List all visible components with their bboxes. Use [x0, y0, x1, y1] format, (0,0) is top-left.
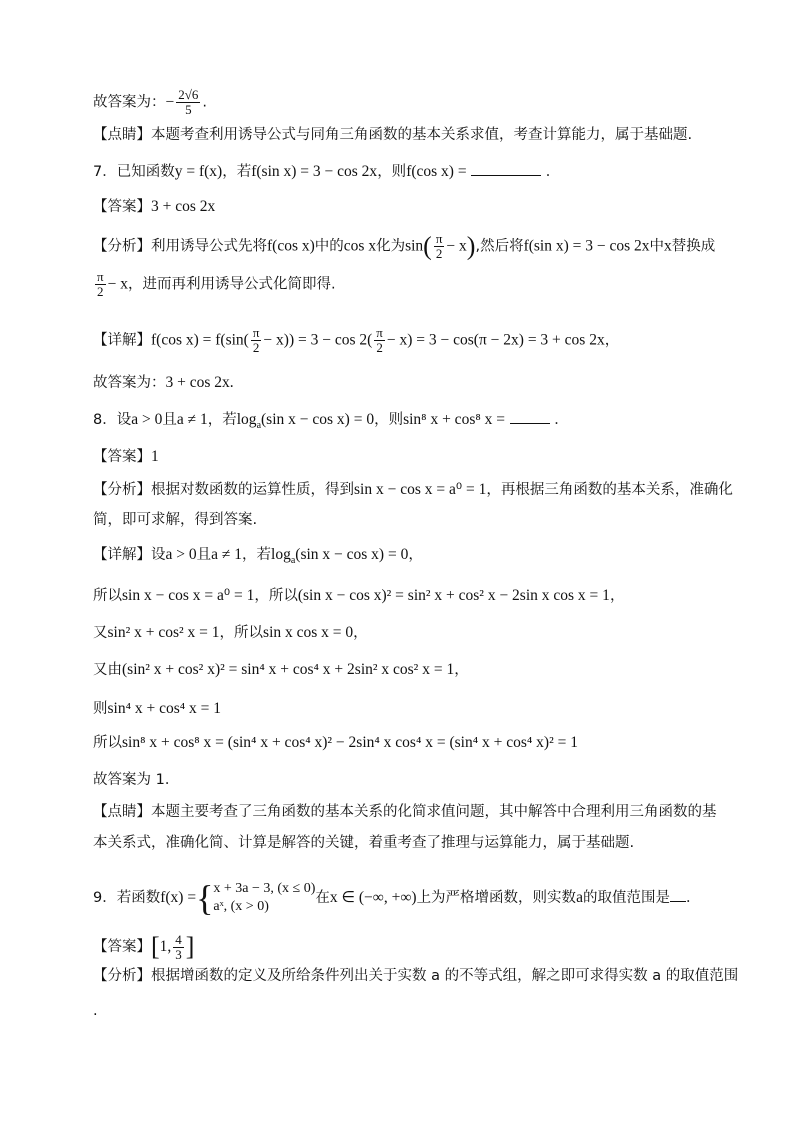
- denominator: 2: [435, 246, 443, 261]
- t: x ∈ (−∞, +∞): [329, 889, 417, 906]
- q7-func: y = f(x): [174, 163, 223, 180]
- analysis-7: 【分析】利用诱导公式先将f(cos x)中的cos x化为sin( $\frac{\pi}{2}$ − x),然后将f(sin x) = 3 − cos 2x中x替换成: [93, 231, 716, 261]
- analysis-9: 【分析】根据增函数的定义及所给条件列出关于实数 a 的不等式组，解之即可求得实数 a 的取值范围: [93, 968, 739, 984]
- t: 上为严格增函数，则实数: [416, 890, 577, 906]
- answer-8: [93, 446, 702, 468]
- t: ，: [454, 662, 469, 678]
- answer-blank: [471, 161, 541, 176]
- denominator: 2: [252, 340, 260, 355]
- t: 所以: [93, 588, 122, 604]
- t: − x: [107, 275, 128, 293]
- t: f(cos x) = f(sin(: [151, 331, 249, 349]
- answer-value: 3 + cos 2x: [151, 198, 216, 215]
- analysis-8: [93, 479, 733, 501]
- question-8: 8．设a > 0且a ≠ 1，若$\log_a(\sin$ x − cos x) = 0，则sin⁸ x + cos⁸ x = ．: [93, 411, 569, 431]
- t: ，若: [207, 412, 237, 428]
- t: log: [236, 411, 257, 428]
- q7-mid: ，若: [222, 164, 252, 180]
- comment-8: 【点睛】本题主要考查了三角函数的基本关系的化简求值问题，其中解答中合理利用三角函数的基: [93, 804, 717, 820]
- t: ，进而再利用诱导公式化简即得.: [127, 276, 336, 293]
- t: ，: [609, 588, 625, 604]
- t: 化为: [376, 238, 406, 255]
- denominator: 3: [175, 946, 182, 962]
- detail-8-step5: [93, 732, 702, 754]
- t: 1: [151, 448, 159, 465]
- numerator: π: [252, 325, 260, 340]
- t: ,然后将: [475, 238, 524, 255]
- analysis-7-cont: [93, 270, 702, 299]
- t: ，: [408, 547, 423, 563]
- comment-8-cont: 本关系式，准确化简、计算是解答的关键，着重考查了推理与运算能力，属于基础题.: [93, 835, 635, 851]
- denominator: 5: [185, 102, 192, 117]
- question-9: 9．若函数f(x) ={ x + 3a − 3, (x ≤ 0) aˣ, (x > 0) 在x ∈ (−∞, +∞)上为严格增函数，则实数a的取值范围是 ．: [93, 878, 701, 918]
- answer-blank: [510, 409, 550, 424]
- numerator: 4: [175, 931, 182, 947]
- t: (sin x − cos x) = 0: [261, 411, 375, 428]
- answer-blank: [670, 887, 686, 902]
- t: 1,: [159, 938, 172, 955]
- t: f(cos x): [267, 237, 315, 255]
- answer-line-7: [93, 372, 702, 394]
- q7-ask: f(cos x) =: [406, 163, 467, 180]
- t: sin x − cos x = a⁰ = 1: [122, 587, 255, 604]
- numerator: 2√6: [178, 87, 199, 102]
- analysis-9-end: .: [93, 1003, 98, 1019]
- answer-line-8: 故答案为 1．: [93, 772, 180, 788]
- t: 则: [93, 701, 108, 717]
- detail-tag: 【详解】: [93, 332, 151, 349]
- t: a: [290, 554, 296, 566]
- comment-line-6: 【点睛】本题考查利用诱导公式与同角三角函数的基本关系求值，考查计算能力，属于基础题.: [93, 127, 693, 143]
- t: ，所以: [254, 588, 298, 604]
- piece-2: aˣ, (x > 0): [213, 899, 269, 914]
- t: sin⁸ x + cos⁸ x = (sin⁴ x + cos⁴ x)² − 2sin⁴ x cos⁴ x = (sin⁴ x + cos⁴ x)² = 1: [122, 734, 578, 751]
- t: a: [576, 889, 583, 906]
- t: ，所以: [219, 625, 264, 641]
- answer-tag: 【答案】: [93, 199, 151, 215]
- t: 又由: [93, 662, 122, 678]
- t: sin⁸ x + cos⁸ x =: [403, 411, 505, 428]
- t: 【分析】根据对数函数的运算性质，得到: [93, 482, 354, 498]
- fraction: [434, 232, 445, 261]
- t: ，若: [242, 547, 272, 563]
- answer-9: 【答案】[1, $\frac{4}{3}$ ]: [93, 931, 195, 962]
- t: 【分析】利用诱导公式先将: [93, 238, 267, 255]
- t: − x: [446, 237, 467, 255]
- numerator: π: [376, 325, 383, 340]
- answer-line-6: 故答案为：− $\frac{2√6}{5}$ .: [93, 87, 207, 117]
- t: (sin x − cos x)² = sin² x + cos² x − 2sin x cos x = 1: [297, 587, 610, 604]
- t: 3 + cos 2x.: [165, 374, 234, 391]
- t: 替换成: [671, 238, 716, 255]
- fraction: [173, 933, 184, 962]
- t: 且: [196, 547, 212, 563]
- piece-1: x + 3a − 3, (x ≤ 0): [213, 881, 316, 896]
- question-7: 7．已知函数y = f(x)，若f(sin x) = 3 − cos 2x，则f(cos x) = ．: [93, 163, 561, 180]
- t: 所以: [93, 735, 122, 751]
- numerator: π: [97, 269, 104, 284]
- t: − x) = 3 − cos(π − 2x) = 3 + cos 2x: [386, 331, 605, 349]
- detail-8-step1: [93, 585, 702, 607]
- q7-then: ，则: [377, 164, 407, 180]
- t: 且: [162, 412, 177, 428]
- t: 在: [315, 890, 330, 906]
- t: a > 0: [131, 411, 163, 428]
- t: 【答案】: [93, 939, 151, 955]
- detail-8-step3: [93, 659, 702, 681]
- t: sin⁴ x + cos⁴ x = 1: [107, 700, 222, 717]
- t: 9．若函数: [93, 890, 161, 906]
- fraction: [176, 88, 200, 117]
- denominator: 2: [97, 284, 104, 299]
- t: (sin² x + cos² x)² = sin⁴ x + cos⁴ x + 2sin² x cos² x = 1: [122, 661, 455, 678]
- t: f(sin x) = 3 − cos 2x: [523, 237, 650, 255]
- analysis-8-cont: 简，即可求解，得到答案.: [93, 512, 258, 528]
- denominator: 2: [376, 340, 383, 355]
- t: (sin x − cos x) = 0: [295, 546, 409, 563]
- q7-prefix: 7．已知函数: [93, 164, 175, 180]
- t: a ≠ 1: [211, 546, 243, 563]
- detail-8-step4: [93, 698, 702, 720]
- detail-7: [93, 326, 702, 355]
- piecewise: [213, 880, 315, 916]
- t: ，: [604, 332, 620, 349]
- fraction: [374, 326, 385, 355]
- numerator: π: [435, 231, 443, 246]
- t: 中: [649, 238, 665, 255]
- t: sin: [405, 237, 424, 255]
- t: sin x cos x = 0: [263, 624, 354, 641]
- t: a: [256, 419, 262, 431]
- t: 中的: [314, 238, 344, 255]
- t: x: [664, 237, 672, 255]
- q7-cond: f(sin x) = 3 − cos 2x: [251, 163, 378, 180]
- t: ，则: [374, 412, 404, 428]
- t: log: [271, 546, 291, 563]
- t: a > 0: [165, 546, 197, 563]
- t: cos x: [343, 237, 377, 255]
- detail-8-step2: [93, 622, 702, 644]
- t: 【详解】设: [93, 547, 166, 563]
- t: f(x) =: [160, 889, 197, 906]
- t: ．: [685, 890, 701, 906]
- fraction: [95, 270, 106, 299]
- answer-7: [93, 196, 702, 218]
- t: 故答案为：: [93, 375, 166, 391]
- detail-8: [93, 544, 702, 572]
- fraction: [251, 326, 262, 355]
- t: sin x − cos x = a⁰ = 1: [354, 481, 487, 498]
- answer-label: 故答案为：: [93, 94, 166, 111]
- t: 的取值范围是: [582, 890, 670, 906]
- t: ，再根据三角函数的基本关系，准确化: [486, 482, 733, 498]
- t: 【答案】: [93, 449, 151, 465]
- t: ，: [353, 625, 368, 641]
- t: a ≠ 1: [176, 411, 208, 428]
- t: − x)) = 3 − cos 2(: [263, 331, 373, 349]
- t: sin² x + cos² x = 1: [107, 624, 220, 641]
- t: 又: [93, 625, 108, 641]
- t: 8．设: [93, 412, 132, 428]
